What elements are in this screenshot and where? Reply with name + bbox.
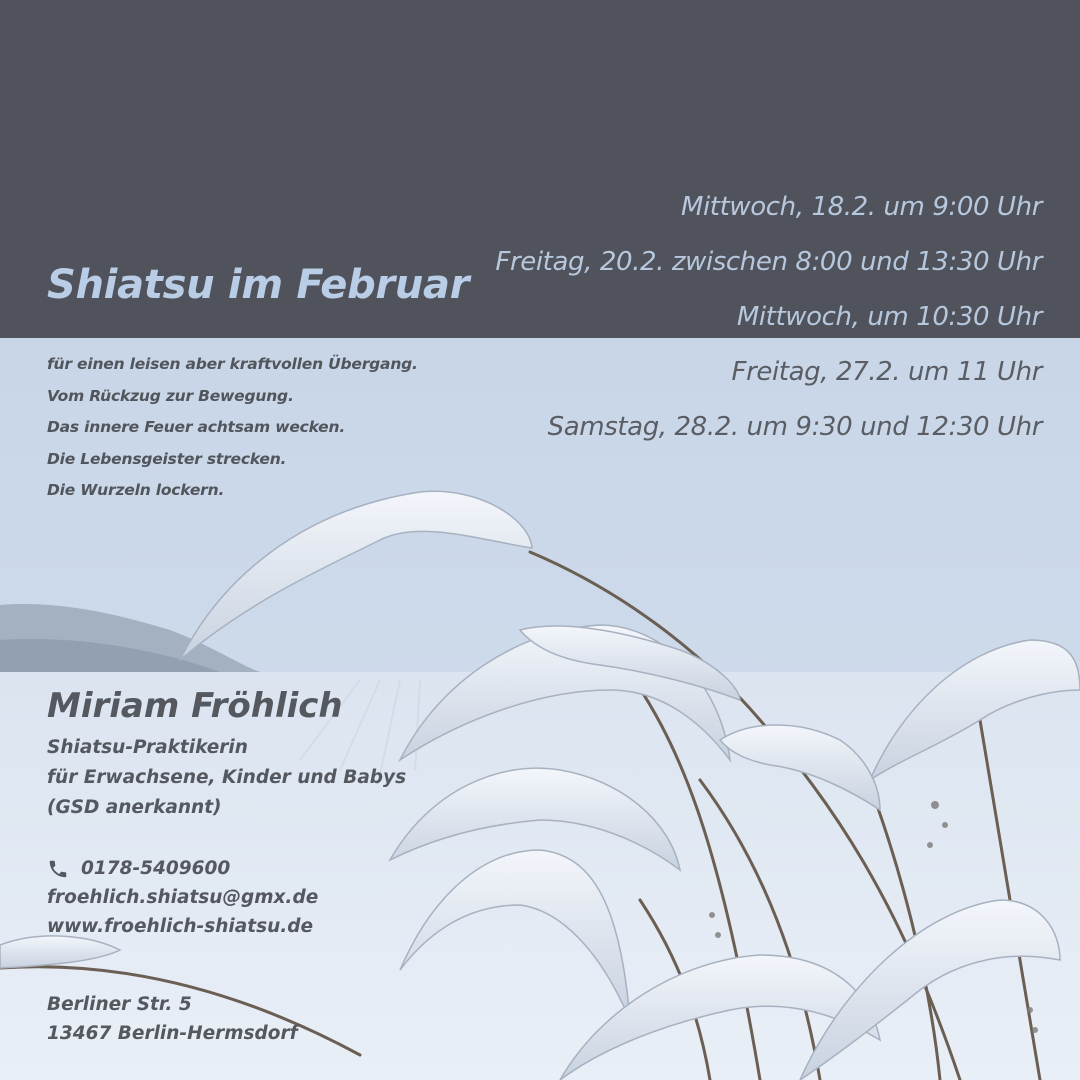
contact-block — [47, 854, 318, 941]
role-line: (GSD anerkannt) — [47, 797, 222, 818]
page-title: Shiatsu im Februar — [47, 262, 470, 308]
phone-number[interactable]: 0178-5409600 — [81, 858, 231, 879]
tagline — [47, 349, 418, 507]
address-city: 13467 Berlin-Hermsdorf — [47, 1023, 298, 1044]
role-line: Shiatsu-Praktikerin — [47, 737, 248, 758]
tagline-line: Die Wurzeln lockern. — [47, 481, 225, 499]
tagline-line: für einen leisen aber kraftvollen Übergang. — [47, 355, 418, 373]
tagline-line: Das innere Feuer achtsam wecken. — [47, 418, 346, 436]
date-item: Freitag, 27.2. um 11 Uhr — [731, 357, 1042, 387]
tagline-line: Vom Rückzug zur Bewegung. — [47, 386, 294, 405]
date-item: Mittwoch, 18.2. um 9:00 Uhr — [680, 192, 1042, 222]
date-list — [495, 180, 1042, 455]
tagline-line: Die Lebensgeister strecken. — [47, 449, 287, 468]
website-link[interactable]: www.froehlich-shiatsu.de — [47, 916, 314, 937]
date-item: Freitag, 20.2. zwischen 8:00 und 13:30 Uhr — [495, 247, 1042, 277]
date-item: Mittwoch, um 10:30 Uhr — [736, 302, 1042, 332]
role-line: für Erwachsene, Kinder und Babys — [47, 767, 407, 788]
practitioner-role — [47, 733, 406, 823]
date-item: Samstag, 28.2. um 9:30 und 12:30 Uhr — [547, 412, 1042, 442]
practitioner-name: Miriam Fröhlich — [47, 686, 343, 726]
address-block — [47, 990, 298, 1048]
phone-row — [47, 854, 318, 883]
phone-icon — [47, 858, 69, 880]
email-link[interactable]: froehlich.shiatsu@gmx.de — [47, 887, 319, 908]
address-street: Berliner Str. 5 — [47, 994, 192, 1015]
